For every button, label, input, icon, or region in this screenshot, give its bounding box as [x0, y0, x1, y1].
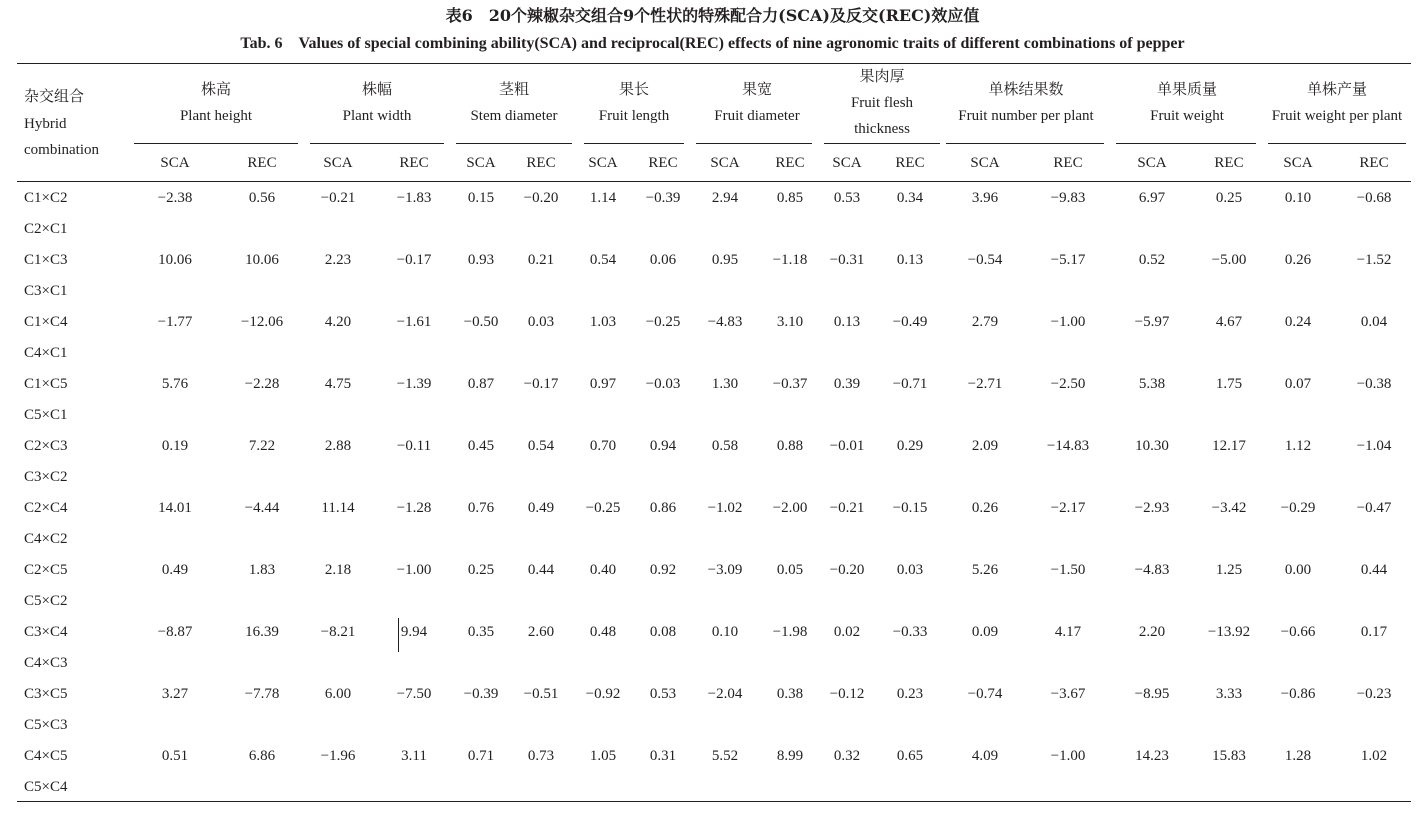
sca-value-cell: 0.40 [589, 562, 617, 578]
sca-value-cell: 4.09 [971, 748, 999, 764]
trait-name-zh: 株幅 [361, 82, 392, 98]
sca-column-header: SCA [970, 155, 1000, 171]
sca-column-header: SCA [466, 155, 496, 171]
sca-value-cell: 0.76 [467, 500, 495, 516]
rec-value-cell: −1.52 [1356, 252, 1392, 268]
sca-value-cell: 2.20 [1138, 624, 1166, 640]
trait-name-en: Fruit flesh [850, 95, 914, 111]
sca-value-cell: 0.52 [1138, 252, 1166, 268]
sca-value-cell: 11.14 [321, 500, 355, 516]
sca-value-cell: 0.45 [467, 438, 495, 454]
hybrid-combination-label: C1×C5 [24, 376, 68, 392]
sca-value-cell: 0.00 [1284, 562, 1312, 578]
rec-value-cell: −3.42 [1211, 500, 1247, 516]
table-bottom-rule [17, 801, 1411, 802]
reciprocal-combination-label: C4×C1 [24, 345, 68, 361]
sca-value-cell: −0.31 [829, 252, 865, 268]
hybrid-header-en-line1: Hybrid [24, 115, 67, 132]
sca-value-cell: −3.09 [707, 562, 743, 578]
rec-value-cell: −2.50 [1050, 376, 1086, 392]
rec-value-cell: 0.05 [776, 562, 804, 578]
rec-column-header: REC [1053, 155, 1083, 171]
rec-value-cell: −1.98 [772, 624, 808, 640]
sca-value-cell: 2.18 [324, 562, 352, 578]
sca-value-cell: 0.35 [467, 624, 495, 640]
rec-value-cell: 6.86 [248, 748, 276, 764]
sca-value-cell: 0.93 [467, 252, 495, 268]
sca-value-cell: −4.83 [707, 314, 743, 330]
rec-value-cell: −0.71 [892, 376, 928, 392]
rec-value-cell: −5.17 [1050, 252, 1086, 268]
rec-value-cell: 0.23 [896, 686, 924, 702]
rec-value-cell: −5.00 [1211, 252, 1247, 268]
rec-value-cell: −0.39 [645, 190, 681, 206]
rec-value-cell: −7.78 [244, 686, 280, 702]
sca-value-cell: −0.25 [585, 500, 621, 516]
trait-group-rule [310, 143, 444, 144]
sca-column-header: SCA [1137, 155, 1167, 171]
rec-value-cell: −0.47 [1356, 500, 1392, 516]
sca-value-cell: 14.23 [1135, 748, 1169, 764]
trait-group-rule [584, 143, 684, 144]
sca-value-cell: 0.19 [161, 438, 189, 454]
rec-value-cell: 0.34 [896, 190, 924, 206]
text-cursor [398, 618, 399, 652]
trait-group-rule [1116, 143, 1256, 144]
rec-value-cell: 0.54 [527, 438, 555, 454]
sca-value-cell: 1.30 [711, 376, 739, 392]
hybrid-combination-label: C3×C4 [24, 624, 68, 640]
rec-value-cell: 0.94 [649, 438, 677, 454]
hybrid-combination-label: C1×C2 [24, 190, 68, 206]
rec-value-cell: 0.17 [1360, 624, 1388, 640]
rec-value-cell: 15.83 [1212, 748, 1246, 764]
trait-header-fruit-number-per-plant [937, 77, 1115, 129]
rec-value-cell: −0.68 [1356, 190, 1392, 206]
sca-value-cell: −1.96 [320, 748, 356, 764]
sca-value-cell: 2.88 [324, 438, 352, 454]
sca-value-cell: −2.71 [967, 376, 1003, 392]
rec-value-cell: 1.02 [1360, 748, 1388, 764]
sca-column-header: SCA [323, 155, 353, 171]
sca-value-cell: −0.20 [829, 562, 865, 578]
rec-value-cell: 8.99 [776, 748, 804, 764]
trait-name-zh: 单株产量 [1306, 82, 1367, 98]
rec-value-cell: −1.39 [396, 376, 432, 392]
reciprocal-combination-label: C5×C3 [24, 717, 68, 733]
rec-value-cell: 1.75 [1215, 376, 1243, 392]
sca-value-cell: 3.96 [971, 190, 999, 206]
trait-header-fruit-flesh-thickness [814, 64, 950, 142]
reciprocal-combination-label: C4×C2 [24, 531, 68, 547]
rec-value-cell: −4.44 [244, 500, 280, 516]
sca-value-cell: −1.02 [707, 500, 743, 516]
rec-value-cell: 0.06 [649, 252, 677, 268]
sca-value-cell: −8.95 [1134, 686, 1170, 702]
rec-value-cell: 3.33 [1215, 686, 1243, 702]
rec-value-cell: −0.38 [1356, 376, 1392, 392]
rec-column-header: REC [895, 155, 925, 171]
hybrid-combination-label: C2×C5 [24, 562, 68, 578]
trait-name-en: Fruit weight [1150, 108, 1224, 124]
sca-value-cell: 2.79 [971, 314, 999, 330]
trait-header-stem-diameter [446, 77, 582, 129]
sca-value-cell: 5.26 [971, 562, 999, 578]
rec-value-cell: 10.06 [245, 252, 279, 268]
rec-value-cell: −1.28 [396, 500, 432, 516]
trait-name-en: thickness [854, 121, 910, 137]
rec-value-cell: −1.04 [1356, 438, 1392, 454]
rec-value-cell: 4.17 [1054, 624, 1082, 640]
rec-value-cell: 0.44 [527, 562, 555, 578]
sca-value-cell: −0.29 [1280, 500, 1316, 516]
rec-value-cell: −2.28 [244, 376, 280, 392]
sca-value-cell: 0.49 [161, 562, 189, 578]
trait-name-zh: 单株结果数 [988, 82, 1064, 98]
trait-name-zh: 果肉厚 [859, 69, 905, 85]
sca-value-cell: 4.20 [324, 314, 352, 330]
trait-name-en: Fruit weight per plant [1271, 108, 1403, 124]
rec-value-cell: −0.25 [645, 314, 681, 330]
sca-value-cell: −0.01 [829, 438, 865, 454]
sca-value-cell: −2.93 [1134, 500, 1170, 516]
sca-value-cell: −8.87 [157, 624, 193, 640]
reciprocal-combination-label: C4×C3 [24, 655, 68, 671]
sca-value-cell: 2.94 [711, 190, 739, 206]
hybrid-header-en-line2: combination [24, 142, 99, 158]
sca-value-cell: −0.12 [829, 686, 865, 702]
trait-name-zh: 果长 [618, 82, 649, 98]
trait-name-en: Fruit length [598, 108, 670, 124]
trait-name-en: Plant height [179, 108, 253, 124]
sca-value-cell: 6.00 [324, 686, 352, 702]
sca-value-cell: 1.12 [1284, 438, 1312, 454]
sca-value-cell: 5.52 [711, 748, 739, 764]
rec-column-header: REC [775, 155, 805, 171]
rec-value-cell: 0.25 [1215, 190, 1243, 206]
sca-value-cell: 0.54 [589, 252, 617, 268]
trait-group-rule [824, 143, 940, 144]
sca-value-cell: 2.09 [971, 438, 999, 454]
rec-value-cell: 0.49 [527, 500, 555, 516]
sca-value-cell: 0.39 [833, 376, 861, 392]
sca-value-cell: 0.13 [833, 314, 861, 330]
trait-header-fruit-weight-per-plant [1258, 77, 1416, 129]
table-top-rule [17, 63, 1411, 64]
rec-value-cell: 4.67 [1215, 314, 1243, 330]
sca-value-cell: −8.21 [320, 624, 356, 640]
sca-value-cell: 0.97 [589, 376, 617, 392]
sca-value-cell: 0.10 [711, 624, 739, 640]
rec-value-cell: −0.23 [1356, 686, 1392, 702]
hybrid-combination-label: C4×C5 [24, 748, 68, 764]
rec-column-header: REC [247, 155, 277, 171]
rec-value-cell: −12.06 [240, 314, 284, 330]
sca-value-cell: 0.53 [833, 190, 861, 206]
trait-header-plant-height [124, 77, 308, 129]
rec-value-cell: 0.53 [649, 686, 677, 702]
sca-value-cell: 4.75 [324, 376, 352, 392]
rec-value-cell: 0.65 [896, 748, 924, 764]
sca-value-cell: −0.39 [463, 686, 499, 702]
sca-value-cell: −0.92 [585, 686, 621, 702]
rec-value-cell: −0.33 [892, 624, 928, 640]
rec-value-cell: 1.25 [1215, 562, 1243, 578]
rec-value-cell: −1.00 [396, 562, 432, 578]
rec-value-cell: −1.50 [1050, 562, 1086, 578]
sca-value-cell: 0.26 [971, 500, 999, 516]
rec-value-cell: 0.21 [527, 252, 555, 268]
sca-value-cell: 0.71 [467, 748, 495, 764]
sca-value-cell: −2.38 [157, 190, 193, 206]
sca-column-header: SCA [710, 155, 740, 171]
rec-value-cell: 1.83 [248, 562, 276, 578]
hybrid-header-zh: 杂交组合 [24, 89, 85, 105]
rec-value-cell: −3.67 [1050, 686, 1086, 702]
sca-value-cell: 0.02 [833, 624, 861, 640]
rec-value-cell: 0.13 [896, 252, 924, 268]
hybrid-combination-label: C2×C3 [24, 438, 68, 454]
rec-column-header: REC [399, 155, 429, 171]
sca-value-cell: 0.48 [589, 624, 617, 640]
sca-value-cell: −1.77 [157, 314, 193, 330]
rec-value-cell: 0.88 [776, 438, 804, 454]
trait-header-fruit-weight [1107, 77, 1267, 129]
reciprocal-combination-label: C5×C1 [24, 407, 68, 423]
sca-value-cell: 0.09 [971, 624, 999, 640]
rec-value-cell: 0.44 [1360, 562, 1388, 578]
rec-value-cell: 7.22 [248, 438, 276, 454]
rec-value-cell: 0.92 [649, 562, 677, 578]
sca-value-cell: 0.32 [833, 748, 861, 764]
trait-name-zh: 单果质量 [1156, 82, 1217, 98]
rec-column-header: REC [1214, 155, 1244, 171]
rec-value-cell: −2.00 [772, 500, 808, 516]
trait-name-en: Fruit diameter [714, 108, 800, 124]
rec-value-cell: 0.85 [776, 190, 804, 206]
rec-column-header: REC [648, 155, 678, 171]
rec-value-cell: 2.60 [527, 624, 555, 640]
sca-value-cell: −0.86 [1280, 686, 1316, 702]
table-caption-chinese: 表6 20个辣椒杂交组合9个性状的特殊配合力(SCA)及反交(REC)效应值 [445, 6, 980, 25]
trait-header-fruit-length [574, 77, 694, 129]
rec-value-cell: 9.94 [400, 624, 428, 640]
rec-value-cell: 0.73 [527, 748, 555, 764]
trait-group-rule [1268, 143, 1406, 144]
rec-value-cell: 3.10 [776, 314, 804, 330]
trait-header-fruit-diameter [689, 77, 825, 129]
trait-name-zh: 果宽 [741, 82, 772, 98]
sca-value-cell: 0.87 [467, 376, 495, 392]
trait-group-rule [456, 143, 572, 144]
rec-value-cell: −0.17 [396, 252, 432, 268]
sca-value-cell: −4.83 [1134, 562, 1170, 578]
reciprocal-combination-label: C5×C2 [24, 593, 68, 609]
sca-value-cell: 1.28 [1284, 748, 1312, 764]
rec-column-header: REC [1359, 155, 1389, 171]
rec-value-cell: −1.18 [772, 252, 808, 268]
rec-column-header: REC [526, 155, 556, 171]
sca-value-cell: 6.97 [1138, 190, 1166, 206]
rec-value-cell: −0.37 [772, 376, 808, 392]
sca-value-cell: 0.58 [711, 438, 739, 454]
rec-value-cell: −7.50 [396, 686, 432, 702]
rec-value-cell: 12.17 [1212, 438, 1246, 454]
rec-value-cell: −0.20 [523, 190, 559, 206]
sca-column-header: SCA [160, 155, 190, 171]
sca-value-cell: −0.66 [1280, 624, 1316, 640]
rec-value-cell: 0.03 [527, 314, 555, 330]
sca-value-cell: 2.23 [324, 252, 352, 268]
sca-value-cell: 10.30 [1135, 438, 1169, 454]
table-caption-english: Tab. 6 Values of special combining ability(SCA) and reciprocal(REC) effects of nine agronomic traits of different combinations of pepper [240, 35, 1185, 52]
rec-value-cell: 0.56 [248, 190, 276, 206]
sca-value-cell: 1.14 [589, 190, 617, 206]
rec-value-cell: −1.61 [396, 314, 432, 330]
trait-header-plant-width [300, 77, 454, 129]
sca-value-cell: 0.07 [1284, 376, 1312, 392]
hybrid-combination-label: C1×C4 [24, 314, 68, 330]
trait-name-zh: 茎粗 [498, 82, 529, 98]
sca-value-cell: 0.24 [1284, 314, 1312, 330]
rec-value-cell: 0.03 [896, 562, 924, 578]
rec-value-cell: −0.51 [523, 686, 559, 702]
sca-value-cell: 1.03 [589, 314, 617, 330]
sca-value-cell: 0.70 [589, 438, 617, 454]
rec-value-cell: 0.04 [1360, 314, 1388, 330]
rec-value-cell: −14.83 [1046, 438, 1090, 454]
table-header-rule [17, 181, 1411, 182]
sca-value-cell: 3.27 [161, 686, 189, 702]
reciprocal-combination-label: C3×C2 [24, 469, 68, 485]
sca-value-cell: 5.76 [161, 376, 189, 392]
sca-value-cell: −0.21 [829, 500, 865, 516]
rec-value-cell: 0.31 [649, 748, 677, 764]
rec-value-cell: −1.00 [1050, 748, 1086, 764]
sca-value-cell: 0.95 [711, 252, 739, 268]
rec-value-cell: −0.11 [396, 438, 432, 454]
sca-value-cell: 0.51 [161, 748, 189, 764]
sca-value-cell: −0.21 [320, 190, 356, 206]
sca-column-header: SCA [832, 155, 862, 171]
sca-value-cell: 0.26 [1284, 252, 1312, 268]
trait-name-en: Plant width [342, 108, 412, 124]
reciprocal-combination-label: C3×C1 [24, 283, 68, 299]
rec-value-cell: −9.83 [1050, 190, 1086, 206]
sca-value-cell: −0.54 [967, 252, 1003, 268]
sca-value-cell: 5.38 [1138, 376, 1166, 392]
hybrid-combination-label: C1×C3 [24, 252, 68, 268]
sca-value-cell: −5.97 [1134, 314, 1170, 330]
rec-value-cell: −0.03 [645, 376, 681, 392]
rec-value-cell: 0.29 [896, 438, 924, 454]
rec-value-cell: −0.17 [523, 376, 559, 392]
trait-group-rule [946, 143, 1104, 144]
trait-group-rule [134, 143, 298, 144]
trait-name-en: Stem diameter [470, 108, 558, 124]
rec-value-cell: −1.83 [396, 190, 432, 206]
sca-value-cell: 1.05 [589, 748, 617, 764]
reciprocal-combination-label: C2×C1 [24, 221, 68, 237]
sca-value-cell: 14.01 [158, 500, 192, 516]
rec-value-cell: −13.92 [1207, 624, 1251, 640]
rec-value-cell: 0.08 [649, 624, 677, 640]
sca-value-cell: 0.25 [467, 562, 495, 578]
trait-name-en: Fruit number per plant [958, 108, 1094, 124]
trait-group-rule [696, 143, 812, 144]
rec-value-cell: −0.49 [892, 314, 928, 330]
hybrid-combination-label: C2×C4 [24, 500, 68, 516]
rec-value-cell: −0.15 [892, 500, 928, 516]
sca-column-header: SCA [1283, 155, 1313, 171]
rec-value-cell: −1.00 [1050, 314, 1086, 330]
trait-name-zh: 株高 [200, 82, 231, 98]
rec-value-cell: 16.39 [245, 624, 279, 640]
sca-value-cell: −0.74 [967, 686, 1003, 702]
sca-value-cell: 10.06 [158, 252, 192, 268]
sca-column-header: SCA [588, 155, 618, 171]
rec-value-cell: 0.38 [776, 686, 804, 702]
hybrid-combination-label: C3×C5 [24, 686, 68, 702]
sca-value-cell: 0.15 [467, 190, 495, 206]
rec-value-cell: −2.17 [1050, 500, 1086, 516]
sca-value-cell: −2.04 [707, 686, 743, 702]
sca-value-cell: −0.50 [463, 314, 499, 330]
sca-value-cell: 0.10 [1284, 190, 1312, 206]
reciprocal-combination-label: C5×C4 [24, 779, 68, 795]
rec-value-cell: 0.86 [649, 500, 677, 516]
rec-value-cell: 3.11 [401, 748, 427, 764]
